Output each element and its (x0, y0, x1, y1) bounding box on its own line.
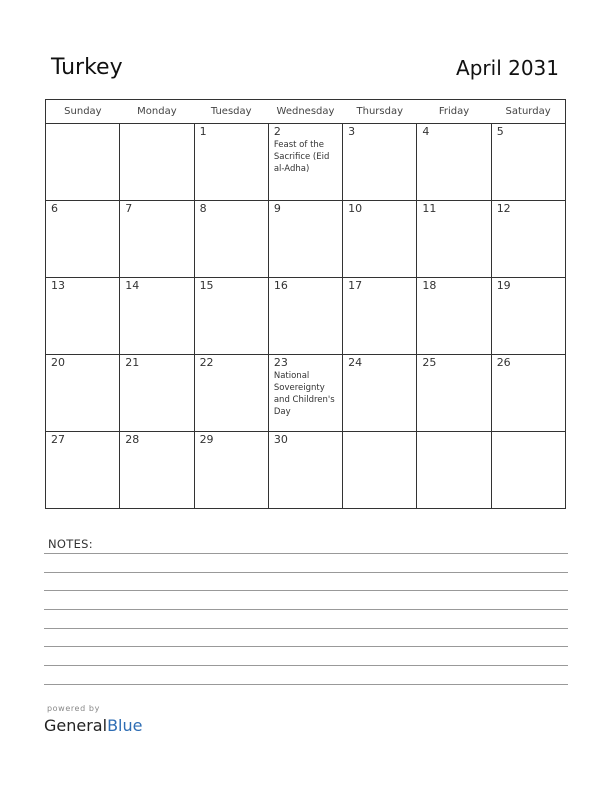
day-cell (417, 124, 491, 201)
day-cell (46, 124, 120, 201)
day-cell (120, 432, 194, 509)
day-number: 9 (273, 202, 281, 215)
day-cell (268, 355, 342, 432)
month-year-title: April 2031 (456, 56, 559, 80)
day-cell (194, 432, 268, 509)
day-number: 7 (125, 202, 133, 215)
weekday-header-row (46, 100, 566, 124)
day-cell (120, 278, 194, 355)
day-number: 2 (273, 125, 281, 138)
day-cell (343, 201, 417, 278)
day-number: 1 (199, 125, 207, 138)
note-line (44, 628, 568, 629)
day-cell (46, 355, 120, 432)
day-number: 21 (125, 356, 140, 369)
day-number: 6 (51, 202, 58, 215)
calendar-grid (45, 99, 566, 509)
week-row (46, 201, 566, 278)
day-cell (343, 432, 417, 509)
weekday-thursday: Thursday (343, 100, 417, 124)
note-line (44, 553, 568, 554)
day-number: 18 (422, 279, 437, 292)
day-number: 15 (199, 279, 214, 292)
note-line (44, 665, 568, 666)
day-cell (194, 201, 268, 278)
generalblue-logo[interactable] (44, 716, 142, 735)
day-number: 8 (199, 202, 207, 215)
brand-general: General (44, 716, 108, 735)
weekday-sunday: Sunday (46, 100, 120, 124)
day-number: 28 (125, 433, 140, 446)
day-cell (491, 278, 565, 355)
weekday-wednesday: Wednesday (268, 100, 342, 124)
week-row (46, 278, 566, 355)
weekday-friday: Friday (417, 100, 491, 124)
day-number: 12 (496, 202, 511, 215)
day-cell (120, 201, 194, 278)
day-cell (417, 201, 491, 278)
day-number: 25 (422, 356, 437, 369)
week-row (46, 355, 566, 432)
day-number: 27 (51, 433, 65, 446)
note-line (44, 646, 568, 647)
day-cell (343, 124, 417, 201)
day-number: 14 (125, 279, 140, 292)
day-cell (268, 124, 342, 201)
day-number: 29 (199, 433, 214, 446)
day-cell (194, 355, 268, 432)
day-number: 13 (51, 279, 65, 292)
day-cell (491, 124, 565, 201)
day-cell (491, 432, 565, 509)
note-line (44, 572, 568, 573)
day-cell (46, 201, 120, 278)
notes-label: NOTES: (48, 537, 93, 551)
country-title: Turkey (51, 55, 123, 80)
day-number: 11 (422, 202, 437, 215)
day-cell (268, 201, 342, 278)
day-number: 4 (422, 125, 430, 138)
weekday-tuesday: Tuesday (194, 100, 268, 124)
day-cell (417, 355, 491, 432)
day-number: 19 (496, 279, 511, 292)
day-number: 17 (348, 279, 363, 292)
brand-blue: Blue (107, 716, 143, 735)
day-cell (417, 432, 491, 509)
powered-by-text: powered by (47, 704, 100, 713)
day-number: 10 (348, 202, 363, 215)
day-number: 5 (496, 125, 504, 138)
day-number: 30 (273, 433, 288, 446)
note-line (44, 684, 568, 685)
week-row (46, 124, 566, 201)
weekday-monday: Monday (120, 100, 194, 124)
day-number: 23 (273, 356, 288, 369)
note-line (44, 609, 568, 610)
day-number: 20 (51, 356, 65, 369)
note-line (44, 590, 568, 591)
day-cell (491, 201, 565, 278)
day-number: 16 (273, 279, 288, 292)
day-number: 26 (496, 356, 511, 369)
day-number: 24 (348, 356, 363, 369)
day-cell (268, 432, 342, 509)
day-cell (46, 432, 120, 509)
day-cell (417, 278, 491, 355)
holiday-label: National Sovereignty and Children's Day (273, 371, 335, 417)
holiday-label: Feast of the Sacrifice (Eid al-Adha) (273, 140, 330, 174)
day-cell (343, 355, 417, 432)
day-cell (120, 124, 194, 201)
day-cell (46, 278, 120, 355)
day-cell (194, 278, 268, 355)
day-number: 3 (348, 125, 356, 138)
day-number: 22 (199, 356, 214, 369)
day-cell (491, 355, 565, 432)
day-cell (120, 355, 194, 432)
day-cell (194, 124, 268, 201)
week-row (46, 432, 566, 509)
day-cell (343, 278, 417, 355)
weekday-saturday: Saturday (491, 100, 565, 124)
day-cell (268, 278, 342, 355)
